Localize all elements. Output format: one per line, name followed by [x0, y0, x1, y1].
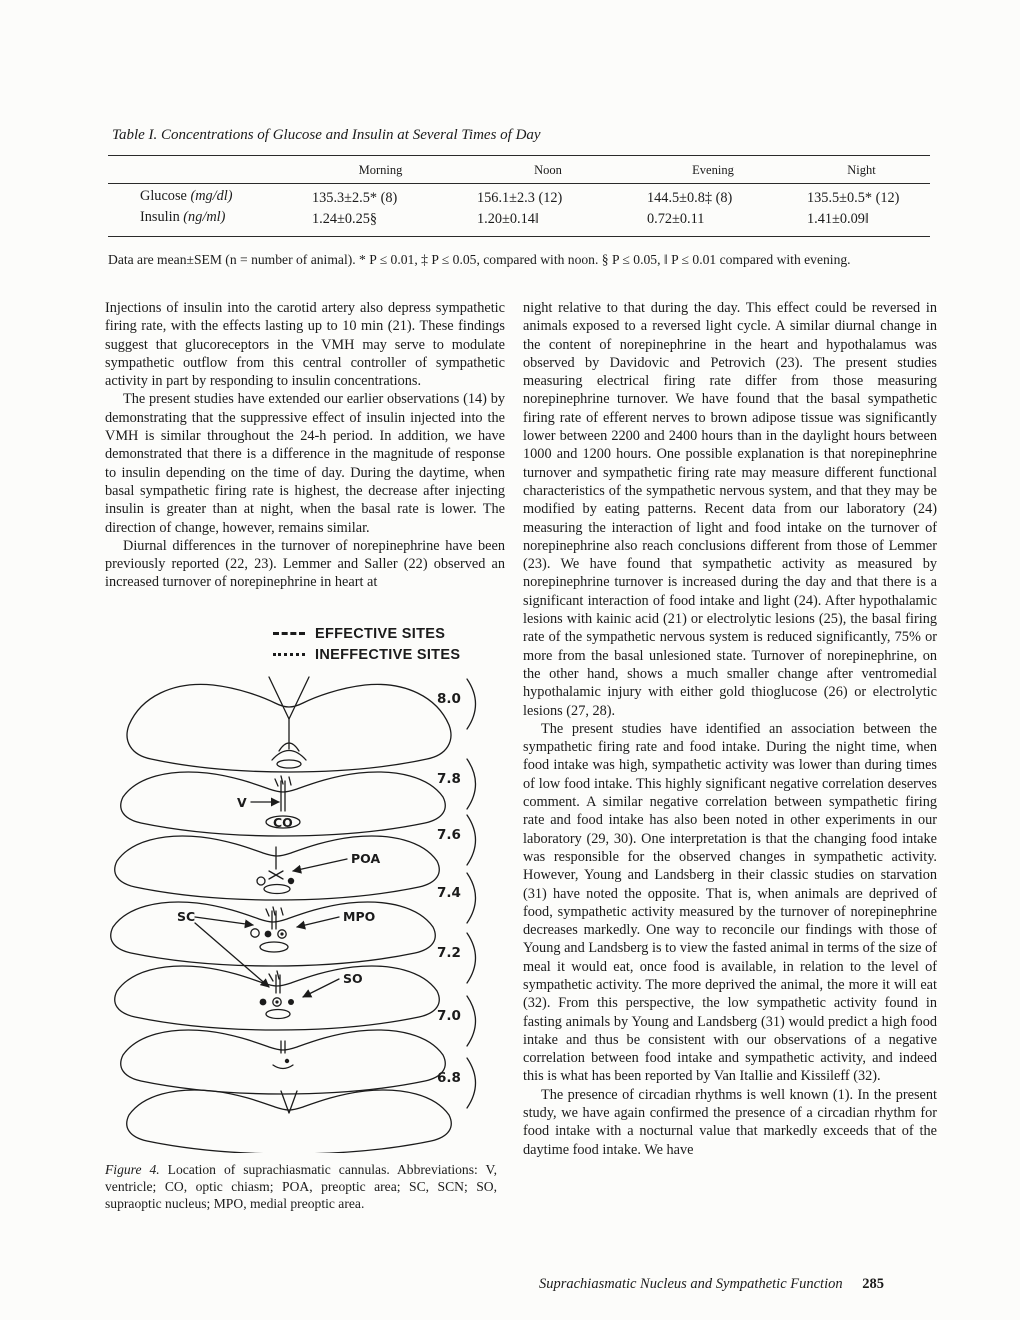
section-arc [467, 873, 476, 923]
section-label-7-8: 7.8 [437, 770, 461, 787]
legend-ineffective-sites [273, 647, 505, 663]
section-arc [467, 933, 476, 983]
section-arc [467, 759, 476, 809]
poa-arrow [293, 859, 347, 871]
section-label-7-0: 7.0 [437, 1007, 461, 1024]
glucose-morning: 135.3±2.5* (8) [312, 190, 398, 206]
label-preoptic-area: POA [351, 850, 381, 866]
section-arc [467, 996, 476, 1046]
row-label-insulin [108, 209, 298, 230]
brain-slice-7-6 [115, 836, 440, 900]
table-footnote: Data are mean±SEM (n = number of animal). * P ≤ 0.01, ‡ P ≤ 0.05, compared with noon. § P ≤ 0.05, ‖ P ≤ 0.01 compared with evening. [108, 252, 851, 267]
insulin-night: 1.41±0.09‖ [807, 211, 869, 227]
brain-slice-7-0 [121, 1030, 446, 1094]
mpo-arrow [297, 917, 339, 927]
column-header-morning: Morning [358, 163, 403, 177]
brain-slice-6-8 [127, 1090, 452, 1153]
sc-arrow-1 [195, 917, 253, 925]
figure-caption-label: Figure 4. [105, 1161, 160, 1177]
figure-brain-sections [95, 671, 500, 1153]
column-header-night: Night [847, 163, 876, 177]
section-arc [467, 815, 476, 865]
label-supraoptic: SO [343, 970, 363, 986]
label-scn: SC [177, 908, 196, 924]
label-medial-preoptic: MPO [343, 908, 376, 924]
dashed-line-swatch [273, 632, 305, 635]
running-title: Suprachiasmatic Nucleus and Sympathetic Function [538, 1276, 843, 1292]
glucose-night: 135.5±0.5* (12) [807, 190, 900, 206]
row-name: Insulin [140, 209, 180, 225]
section-arc [467, 679, 476, 729]
section-label-7-4: 7.4 [437, 884, 461, 901]
table-row-insulin [108, 209, 930, 230]
page-number: 285 [862, 1276, 884, 1292]
row-unit: (ng/ml) [183, 209, 226, 225]
right-column [523, 299, 937, 1261]
sc-arrow-2 [195, 923, 269, 987]
so-arrow [303, 979, 339, 997]
brain-slice-7-4 [111, 902, 436, 966]
page-footer [470, 1276, 884, 1293]
paragraph: The present studies have identified an association between the sympathetic firing rate and food intake. During the night time, when food intake was high, sympathetic activity was lower than during times of low food intake. This highly significant negative correlation deserves comment. A similar negative correlation between sympathetic firing rate and food intake has also been noted in other experiments in our laboratory (29, 30). One interpretation is that the changing food intake was responsible for the observed changes in sympathetic activity. However, Young and Landsberg in their classic studies on starvation (31) have noted the opposite. That is, when animals are deprived of food, sympathetic activity measured by the turnover of norepinephrine decreases markedly. One way to reconcile our findings with those of Young and Landsberg is to view the fasted animal in terms of the size of meal it would eat, once food is available, in relation to the level of sympathetic activity. The more deprived the animal, the more it will eat (32). From this perspective, the low sympathetic activity found in fasting animals by Young and Landsberg (31) would predict a high food intake and thus be consistent with our observations of a negative correlation between food intake and sympathetic activity, and indeed this is what has been reported by Van Itallie and Kissileff (32). [523, 720, 937, 1085]
table-1 [108, 155, 930, 237]
section-label-7-2: 7.2 [437, 944, 461, 961]
glucose-evening: 144.5±0.8‡ (8) [647, 190, 733, 206]
table-corner-cell [108, 156, 298, 183]
brain-slice-7-2 [115, 966, 440, 1030]
figure-caption [105, 1161, 497, 1213]
glucose-noon: 156.1±2.3 (12) [477, 190, 563, 206]
paragraph: night relative to that during the day. This effect could be reversed in animals exposed to a reversed light cycle. A similar diurnal change in the content of norepinephrine in the heart and hypothalamus was observed by Davidovic and Petrovich (23). The present studies measuring electrical firing rate differ from those measuring norepinephrine turnover. We have found that the basal sympathetic firing rate of efferent nerves to brown adipose tissue was significantly lower between 2200 and 2400 hours than in the daylight hours between 1000 and 1200 hours. One possible explanation is that norepinephrine turnover and sympathetic firing rate may measure different functional characteristics of the sympathetic nervous system, and that they may be modified by eating patterns. Recent data from our laboratory (24) measuring the interaction of light and food intake on the turnover of norepinephrine also reach conclusions different from those of Lemmer (23). We have found that sympathetic activity as measured by norepinephrine turnover is increased during the day and that there is a significant interaction of food intake and light (24). After hypothalamic lesions with kainic acid (21) or electrolytic lesions (25), the basal firing rate of the sympathetic nervous system is reduced significantly, 75% or more from the basal unlesioned state. Turnover of norepinephrine, on the other hand, shows a much smaller change after ventromedial hypothalamic injury with either gold thioglucose (26) or electrolytic lesions (27, 28). [523, 300, 937, 719]
dotted-line-swatch [273, 653, 305, 656]
table-header-row [108, 156, 930, 183]
brain-slice-8-0 [127, 677, 451, 772]
table-title: Table I. Concentrations of Glucose and Insulin at Several Times of Day [112, 127, 541, 143]
table-bottom-rule [108, 236, 930, 237]
legend-label: EFFECTIVE SITES [315, 625, 446, 642]
legend-effective-sites [273, 626, 505, 642]
insulin-evening: 0.72±0.11 [647, 211, 705, 227]
left-column [105, 299, 505, 1212]
row-label-glucose [108, 188, 298, 209]
table-body [108, 184, 930, 236]
legend-label: INEFFECTIVE SITES [315, 646, 461, 663]
section-label-8-0: 8.0 [437, 690, 461, 707]
paragraph: Injections of insulin into the carotid artery also depress sympathetic firing rate, with the effects lasting up to 10 min (21). These findings suggest that glucoreceptors in the VMH may serve to modulate sympathetic outflow from this central controller of sympathetic activity in part by responding to insulin concentrations. [105, 300, 505, 390]
label-ventricle: V [237, 794, 247, 810]
paragraph: Diurnal differences in the turnover of norepinephrine have been previously reported (22, 23). Lemmer and Saller (22) observed an increased turnover of norepinephrine in heart at [105, 537, 505, 591]
section-arc [467, 1058, 476, 1108]
table-row-glucose [108, 188, 930, 209]
section-label-6-8: 6.8 [437, 1069, 461, 1086]
figure-legend [273, 626, 505, 663]
insulin-noon: 1.20±0.14‖ [477, 211, 539, 227]
paragraph: The present studies have extended our earlier observations (14) by demonstrating that the suppressive effect of insulin injected into the VMH is similar throughout the 24-h period. In addition, we have demonstrated that there is a difference in the magnitude of response to insulin depending on the time of day. During the daytime, when basal sympathetic firing rate is highest, the decrease after injecting insulin is greater than at night, when the basal rate is lower. The direction of change, however, remains similar. [105, 391, 505, 536]
row-name: Glucose [140, 188, 187, 204]
column-header-noon: Noon [534, 163, 562, 177]
row-unit: (mg/dl) [190, 188, 233, 204]
column-header-evening: Evening [692, 163, 734, 177]
section-label-7-6: 7.6 [437, 826, 461, 843]
paragraph: The presence of circadian rhythms is well known (1). In the present study, we have again confirmed the presence of a circadian rhythm for food intake with a nocturnal value that markedly exceeds that of the daytime food intake. We have [523, 1086, 937, 1158]
figure-caption-text: Location of suprachiasmatic cannulas. Abbreviations: V, ventricle; CO, optic chiasm; POA, preoptic area; SC, SCN; SO, supraoptic nucleus; MPO, medial preoptic area. [105, 1161, 497, 1212]
label-optic-chiasm: CO [273, 814, 293, 830]
insulin-morning: 1.24±0.25§ [312, 211, 378, 227]
